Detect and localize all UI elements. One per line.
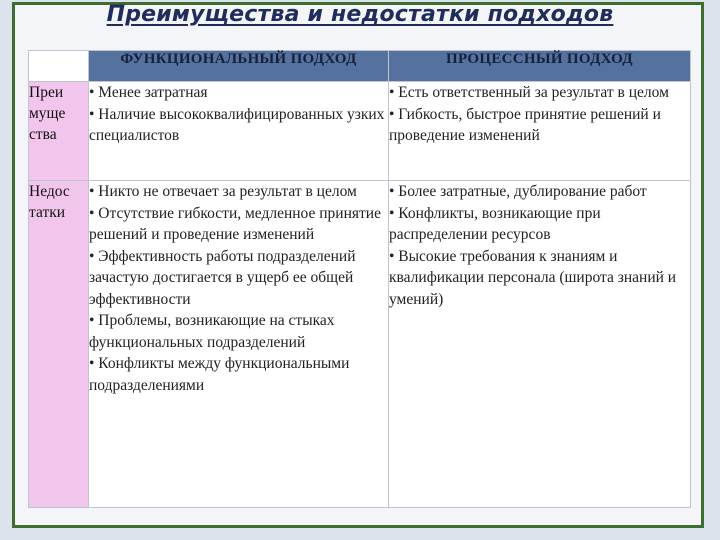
- comparison-table: [28, 50, 691, 508]
- list-item: • Гибкость, быстрое принятие решений и проведение изменений: [389, 105, 661, 144]
- row-label-disadvantages: Недос татки: [29, 181, 89, 508]
- cell-functional-disadvantages: [89, 181, 389, 508]
- list-item: • Проблемы, возникающие на стыках функциональных подразделений: [89, 312, 335, 351]
- row-label-advantages: Преи муще ства: [29, 82, 89, 181]
- table-row-disadvantages: [29, 181, 691, 508]
- list-item: • Конфликты между функциональными подразделениями: [89, 355, 350, 394]
- cell-functional-advantages: [89, 82, 389, 181]
- list-item: • Есть ответственный за результат в целом: [389, 84, 669, 101]
- list-item: • Эффективность работы подразделений зачастую достигается в ущерб ее общей эффективности: [89, 247, 356, 308]
- header-row: [29, 51, 691, 82]
- list-item: • Высокие требования к знаниям и квалификации персонала (широта знаний и умений): [389, 247, 677, 308]
- page-title: Преимущества и недостатки подходов: [106, 2, 614, 27]
- cell-process-advantages: [389, 82, 691, 181]
- header-corner: [29, 51, 89, 82]
- list-item: • Более затратные, дублирование работ: [389, 183, 647, 200]
- list-item: • Конфликты, возникающие при распределении ресурсов: [389, 204, 601, 243]
- list-item: • Никто не отвечает за результат в целом: [89, 183, 357, 200]
- table-row-advantages: [29, 82, 691, 181]
- list-item: • Наличие высококвалифицированных узких специалистов: [89, 105, 385, 144]
- list-item: • Отсутствие гибкости, медленное принятие решений и проведение изменений: [89, 204, 381, 243]
- list-item: • Менее затратная: [89, 84, 208, 101]
- header-functional: ФУНКЦИОНАЛЬНЫЙ ПОДХОД: [89, 51, 389, 82]
- header-process: ПРОЦЕССНЫЙ ПОДХОД: [389, 51, 691, 82]
- cell-process-disadvantages: [389, 181, 691, 508]
